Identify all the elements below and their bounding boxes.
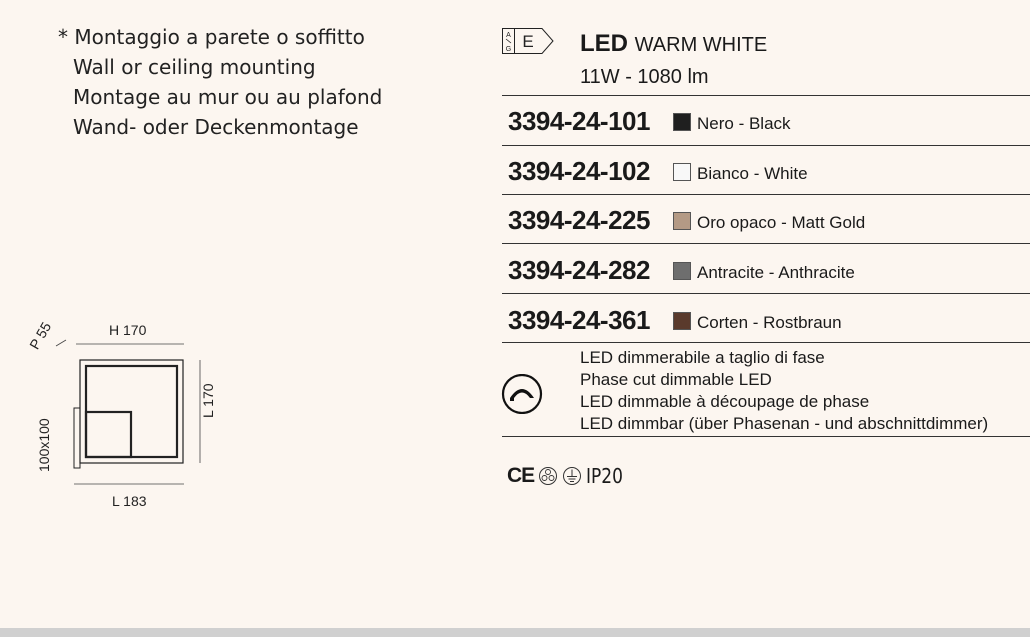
product-color: Bianco - White (697, 164, 808, 183)
light-title (580, 30, 767, 58)
height-label: H 170 (109, 322, 147, 338)
divider (502, 293, 1030, 294)
divider (502, 243, 1030, 244)
mounting-it: * Montaggio a parete o soffitto (58, 25, 365, 49)
divider (502, 436, 1030, 437)
class-ii-icon (538, 466, 558, 486)
product-color: Oro opaco - Matt Gold (697, 213, 866, 232)
product-code: 3394-24-361 (508, 305, 650, 335)
divider (502, 145, 1030, 146)
product-color: Corten - Rostbraun (697, 313, 842, 332)
product-row (508, 249, 1028, 299)
dimming-it: LED dimmerabile a taglio di fase (580, 348, 825, 367)
color-swatch (673, 163, 691, 181)
mounting-description (58, 22, 382, 142)
dimming-fr: LED dimmable à découpage de phase (580, 392, 870, 411)
divider (502, 194, 1030, 195)
color-swatch (673, 113, 691, 131)
color-swatch (673, 262, 691, 280)
dimming-de: LED dimmbar (über Phasenan - und abschnittdimmer) (580, 414, 989, 433)
energy-class: E (522, 32, 534, 51)
product-code: 3394-24-101 (508, 106, 650, 136)
dimension-drawing (26, 310, 230, 520)
energy-scale-bottom: G (505, 46, 512, 53)
product-row (508, 100, 1028, 150)
dimming-en: Phase cut dimmable LED (580, 370, 772, 389)
certifications (507, 464, 630, 488)
product-row (508, 150, 1028, 200)
energy-class-icon (502, 28, 556, 54)
dimming-description (580, 347, 988, 435)
mounting-fr: Montage au mur ou au plafond (73, 85, 383, 109)
product-color: Antracite - Anthracite (697, 263, 855, 282)
energy-scale-top: A (506, 32, 511, 39)
product-code: 3394-24-225 (508, 205, 650, 235)
mounting-en: Wall or ceiling mounting (73, 55, 316, 79)
depth-label: P 55 (26, 319, 55, 352)
light-type: LED (580, 30, 628, 57)
product-row (508, 199, 1028, 249)
product-code: 3394-24-282 (508, 255, 650, 285)
ip-rating: IP20 (586, 464, 624, 488)
side-length-label: L 170 (200, 383, 216, 418)
footer-bar (0, 628, 1030, 637)
bottom-length-label: L 183 (112, 493, 147, 509)
light-tone: WARM WHITE (634, 34, 768, 56)
dimmer-icon (500, 374, 544, 414)
ce-mark: CE (507, 464, 535, 487)
small-square-label: 100x100 (36, 418, 52, 472)
color-swatch (673, 312, 691, 330)
light-power: 11W - 1080 lm (580, 66, 709, 88)
ground-icon (562, 466, 582, 486)
divider (502, 95, 1030, 96)
product-color: Nero - Black (697, 114, 791, 133)
mounting-de: Wand- oder Deckenmontage (73, 115, 359, 139)
product-code: 3394-24-102 (508, 156, 650, 186)
divider (502, 342, 1030, 343)
color-swatch (673, 212, 691, 230)
